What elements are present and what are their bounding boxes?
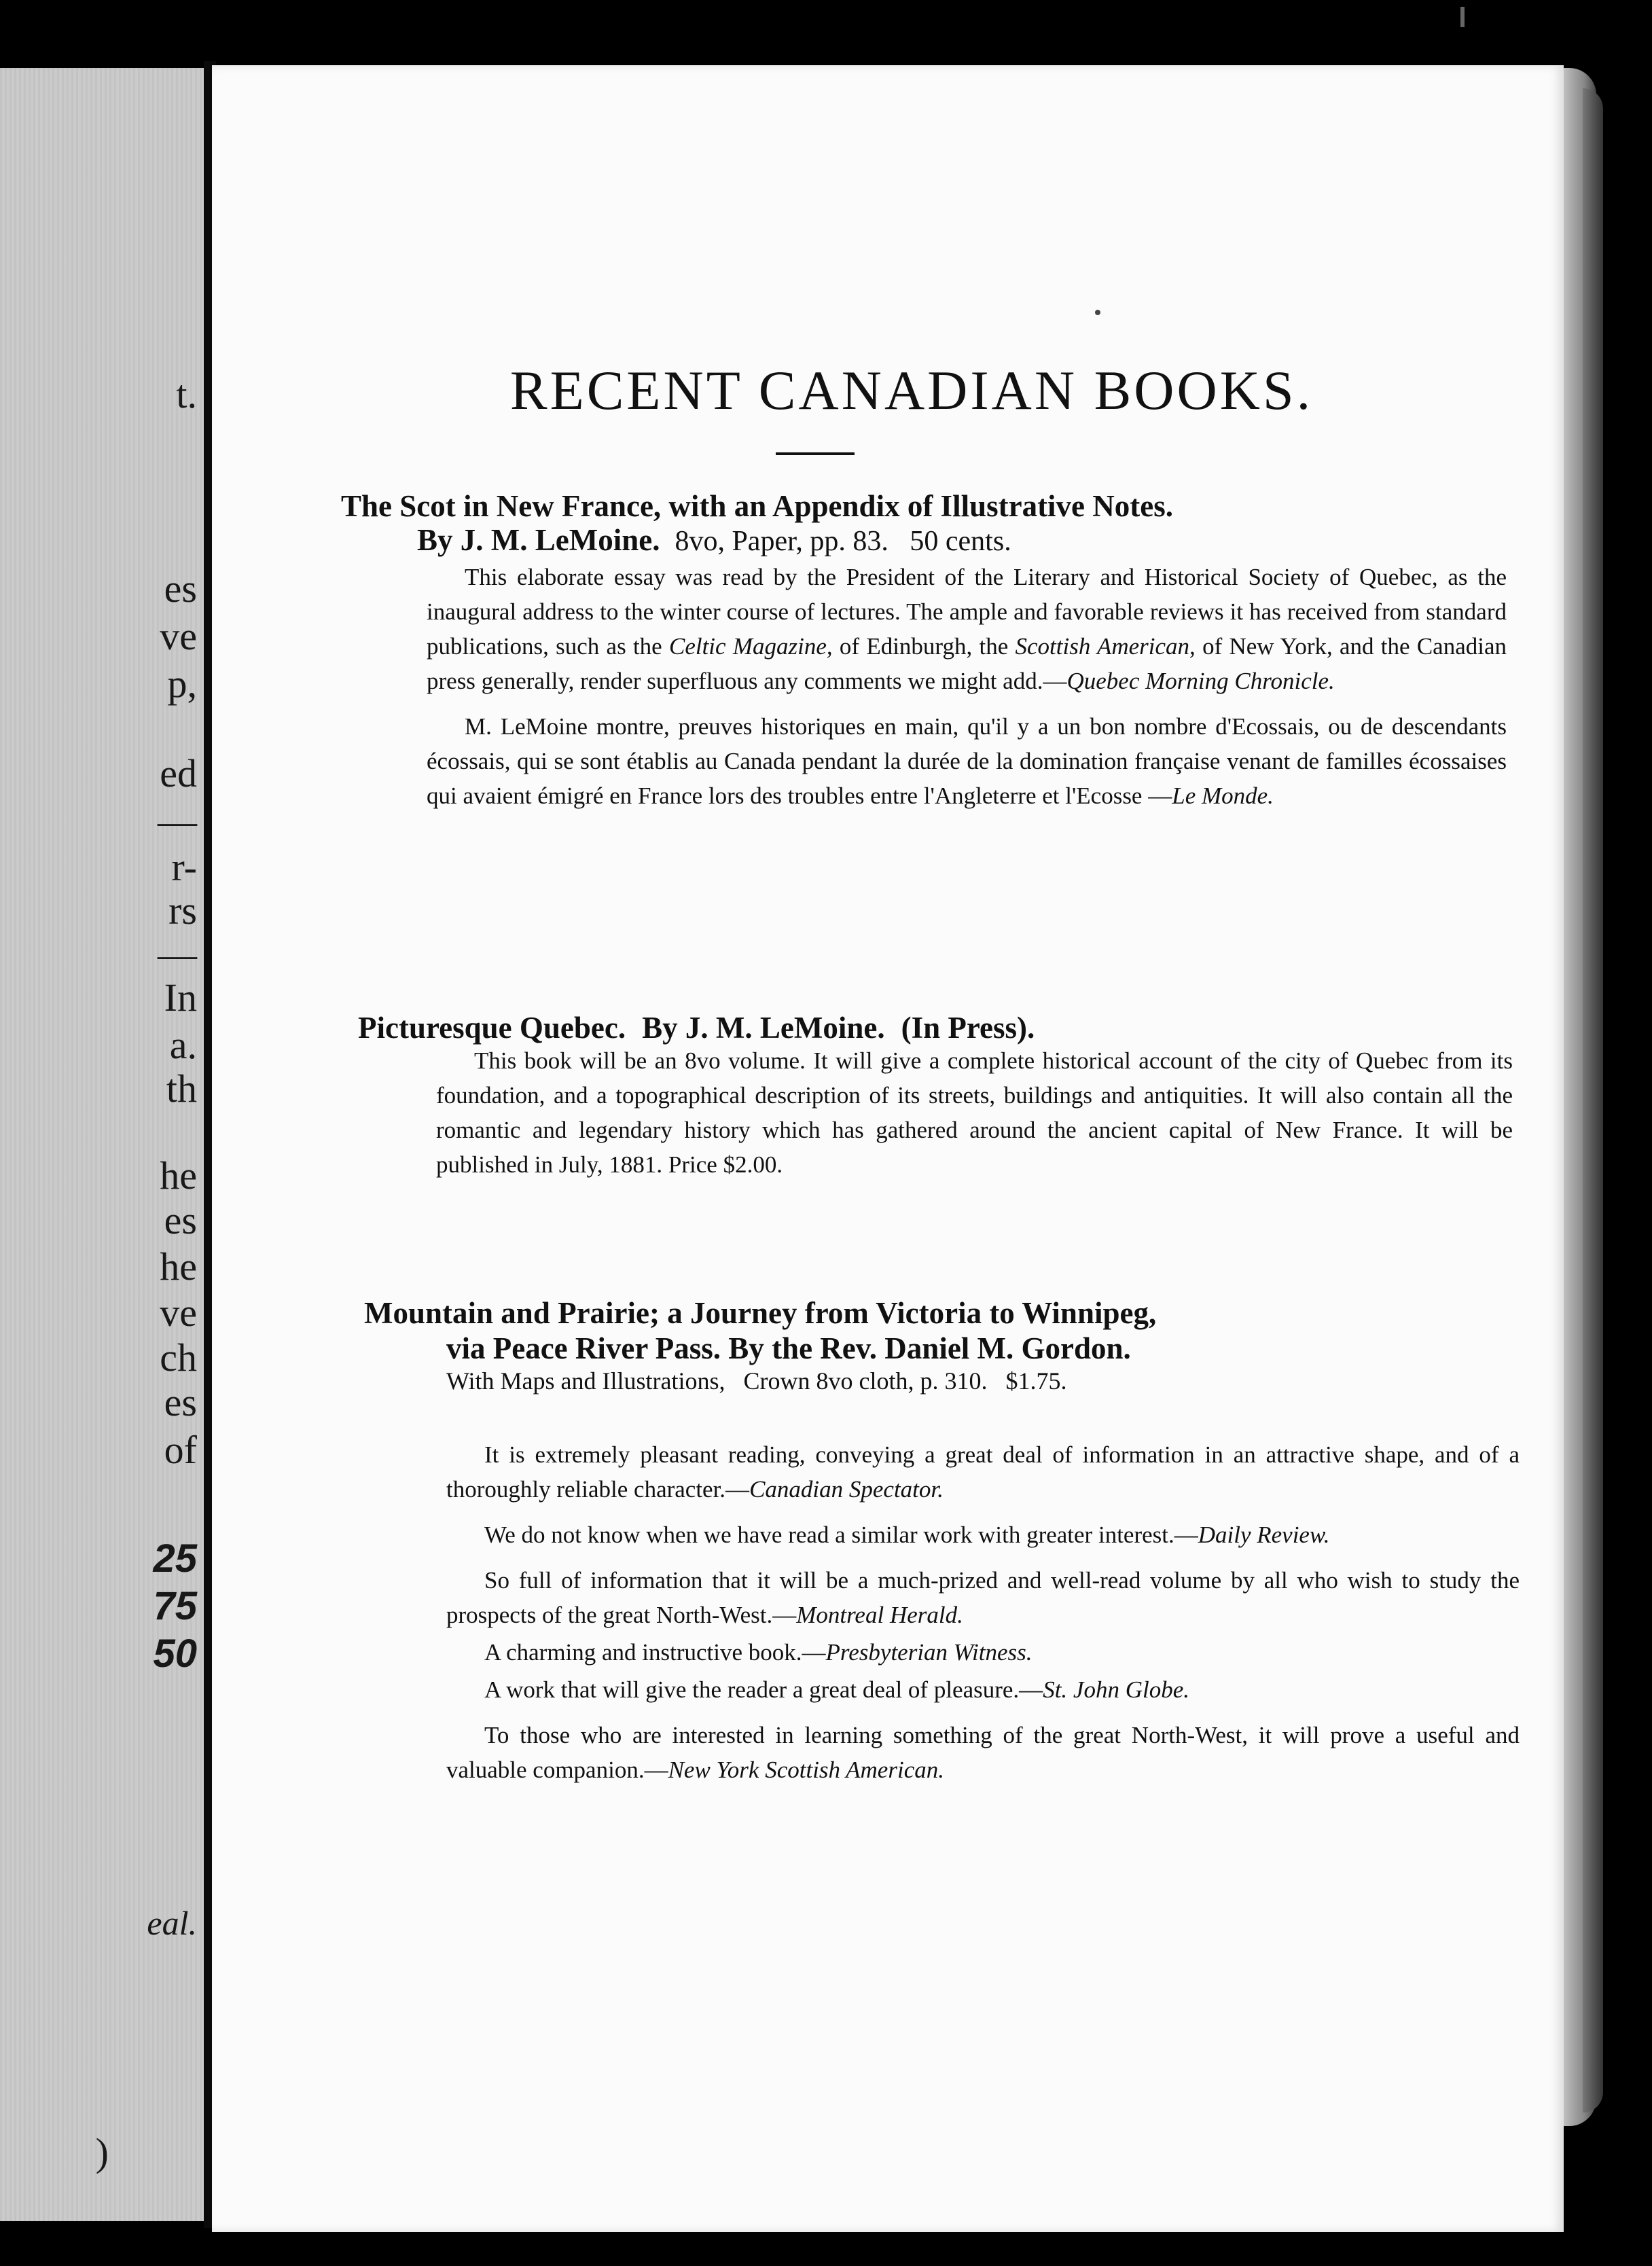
- left-fragment: —: [158, 799, 197, 843]
- scan-speck: [1095, 310, 1100, 315]
- left-fragment: r-: [171, 845, 197, 889]
- book-author: By J. M. LeMoine.: [417, 523, 660, 557]
- page-edge-shadow: [1583, 88, 1603, 2112]
- review-source: Canadian Spectator.: [749, 1476, 944, 1503]
- review-source: Le Monde.: [1172, 783, 1274, 809]
- left-fragment: th: [166, 1066, 197, 1111]
- book-author: By J. M. LeMoine.: [642, 1011, 885, 1045]
- description-paragraph: This book will be an 8vo volume. It will give a complete historical account of the city of Quebec from its foundation, and a topographical description of its streets, buildings and antiquities. It will also contain all the romantic and legendary history which has gathered around the ancient capital of New France. It will be published in July, 1881. Price $2.00.: [436, 1047, 1513, 1178]
- left-fragment: ch: [160, 1335, 197, 1380]
- review-source: Presbyterian Witness.: [825, 1639, 1032, 1666]
- book-details: With Maps and Illustrations, Crown 8vo cloth, p. 310. $1.75.: [446, 1367, 1067, 1395]
- left-fragment: ve: [160, 614, 197, 658]
- left-fragment: eal.: [147, 1904, 197, 1942]
- book-reviews: [427, 560, 1507, 813]
- left-fragment: es: [164, 1198, 197, 1242]
- review-paragraph: It is extremely pleasant reading, conveying a great deal of information in an attractive shape, and of a thoroughly reliable character.—Canadian Spectator.: [446, 1441, 1520, 1503]
- left-fragment: p,: [167, 662, 197, 706]
- book-status: (In Press).: [901, 1011, 1035, 1045]
- scan-mark: [1460, 7, 1465, 27]
- left-fragment: of: [164, 1428, 197, 1472]
- left-fragment: —: [158, 932, 197, 976]
- review-paragraph: To those who are interested in learning something of the great North-West, it will prove a useful and valuable companion.—New York Scottish American.: [446, 1722, 1520, 1783]
- book-details: 8vo, Paper, pp. 83. 50 cents.: [675, 526, 1011, 557]
- left-fragment: es: [164, 1380, 197, 1424]
- left-fragment: 75: [153, 1584, 197, 1628]
- left-fragment: he: [160, 1153, 197, 1198]
- review-source: St. John Globe.: [1043, 1676, 1189, 1703]
- page-title: RECENT CANADIAN BOOKS.: [509, 359, 1314, 421]
- left-fragment: ): [95, 2130, 109, 2174]
- review-source: Daily Review.: [1198, 1522, 1330, 1548]
- review-source: Montreal Herald.: [796, 1602, 963, 1628]
- left-fragment: he: [160, 1244, 197, 1289]
- book-byline-row: [417, 522, 1011, 558]
- review-paragraph: A work that will give the reader a great deal of pleasure.—St. John Globe.: [484, 1676, 1189, 1703]
- left-facing-page: [0, 68, 204, 2221]
- review-paragraph: M. LeMoine montre, preuves historiques en main, qu'il y a un bon nombre d'Ecossais, ou de descendants écossais, qui se sont établis au Canada pendant la durée de la domination française venant de familles écossaises qui avaient émigré en France lors des troubles entre l'Angleterre et l'Ecosse —Le Monde.: [427, 713, 1507, 809]
- book-description: [436, 1043, 1513, 1182]
- review-paragraph: This elaborate essay was read by the President of the Literary and Historical Society of Quebec, as the inaugural address to the winter course of lectures. The ample and favorable reviews it has received from standard publications, such as the Celtic Magazine, of Edinburgh, the Scottish American, of New York, and the Canadian press generally, render superfluous any comments we might add.—Quebec Morning Chronicle.: [427, 564, 1507, 694]
- review-paragraph: We do not know when we have read a similar work with greater interest.—Daily Review.: [484, 1522, 1330, 1548]
- left-fragment: es: [164, 566, 197, 611]
- book-title: Mountain and Prairie; a Journey from Victoria to Winnipeg,: [364, 1296, 1157, 1330]
- review-source: New York Scottish American.: [668, 1757, 944, 1783]
- left-fragment: In: [164, 975, 197, 1020]
- left-fragment: ed: [160, 751, 197, 795]
- left-fragment: ve: [160, 1291, 197, 1335]
- left-fragment: rs: [168, 888, 197, 933]
- left-fragment: a.: [169, 1023, 197, 1067]
- book-reviews: [446, 1437, 1520, 1787]
- review-paragraph: So full of information that it will be a much-prized and well-read volume by all who wish to study the prospects of the great North-West.—Montreal Herald.: [446, 1567, 1520, 1628]
- book-title-line2: via Peace River Pass. By the Rev. Daniel M. Gordon.: [446, 1331, 1131, 1365]
- book-title: Picturesque Quebec. By J. M. LeMoine. (In Press).: [358, 1011, 1035, 1045]
- title-rule: [776, 452, 855, 455]
- book-title: The Scot in New France, with an Appendix of Illustrative Notes.: [341, 489, 1173, 523]
- review-paragraph: A charming and instructive book.—Presbyterian Witness.: [484, 1639, 1032, 1666]
- left-fragment: 50: [153, 1632, 197, 1676]
- document-page: [212, 65, 1564, 2232]
- review-source: Quebec Morning Chronicle.: [1066, 668, 1335, 694]
- left-fragment: t.: [176, 372, 197, 416]
- left-fragment: 25: [153, 1536, 197, 1581]
